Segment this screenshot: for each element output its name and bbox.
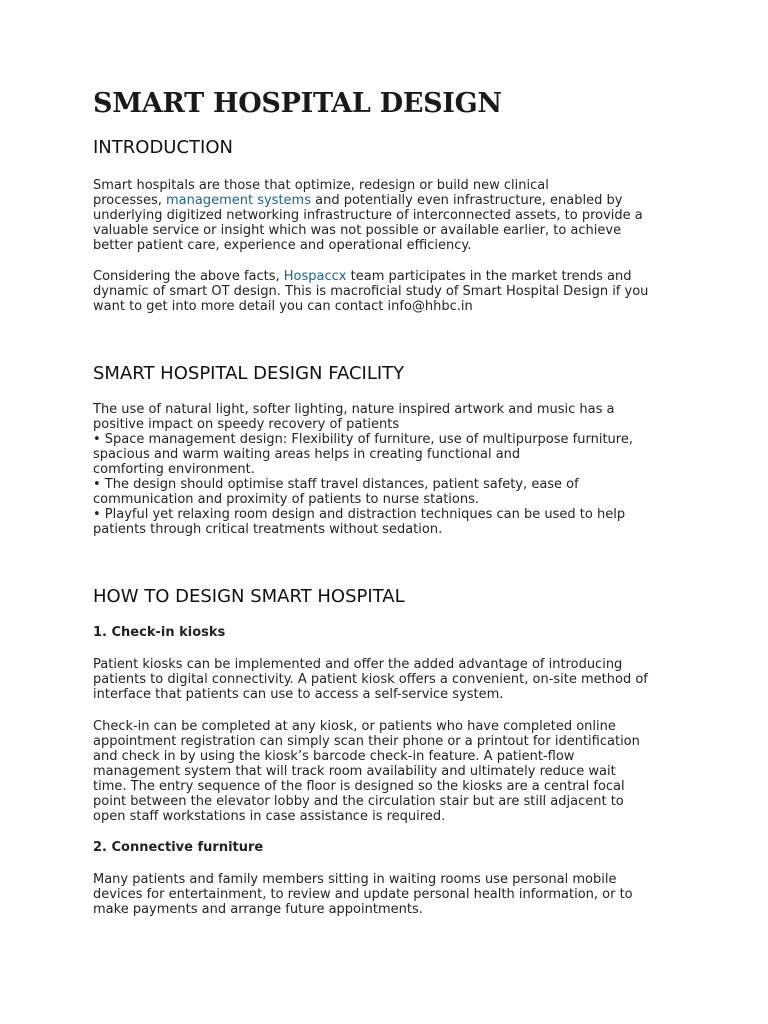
intro-paragraph-2 bbox=[93, 269, 693, 314]
heading-introduction: INTRODUCTION bbox=[93, 137, 233, 158]
text-fragment: and potentially even infrastructure, enabled by bbox=[311, 193, 623, 208]
text-fragment: Considering the above facts, bbox=[93, 269, 284, 284]
text-line: patients to digital connectivity. A patient kiosk offers a convenient, on-site method of bbox=[93, 672, 648, 687]
bullet-line: • The design should optimise staff travel distances, patient safety, ease of bbox=[93, 477, 579, 492]
kiosks-paragraph-1 bbox=[93, 657, 693, 702]
text-line: management system that will track room availability and ultimately reduce wait bbox=[93, 764, 616, 779]
text-line: better patient care, experience and operational efficiency. bbox=[93, 238, 472, 253]
text-line: devices for entertainment, to review and update personal health information, or to bbox=[93, 887, 633, 902]
text-line: time. The entry sequence of the floor is designed so the kiosks are a central focal bbox=[93, 779, 625, 794]
text-line: want to get into more detail you can contact info@hhbc.in bbox=[93, 299, 473, 314]
kiosks-paragraph-2 bbox=[93, 719, 693, 824]
subheading-connective-furniture: 2. Connective furniture bbox=[93, 840, 264, 855]
text-line: point between the elevator lobby and the circulation stair but are still adjacent to bbox=[93, 794, 624, 809]
intro-paragraph-1 bbox=[93, 178, 693, 253]
text-line: Check-in can be completed at any kiosk, or patients who have completed online bbox=[93, 719, 616, 734]
text-fragment: team participates in the market trends and bbox=[346, 269, 632, 284]
text-line: appointment registration can simply scan their phone or a printout for identification bbox=[93, 734, 640, 749]
text-line: underlying digitized networking infrastructure of interconnected assets, to provide a bbox=[93, 208, 643, 223]
text-line: dynamic of smart OT design. This is macroficial study of Smart Hospital Design if you bbox=[93, 284, 649, 299]
text-line: comforting environment. bbox=[93, 462, 255, 477]
text-line: open staff workstations in case assistance is required. bbox=[93, 809, 446, 824]
text-line: make payments and arrange future appointments. bbox=[93, 902, 423, 917]
text-fragment: processes, bbox=[93, 193, 166, 208]
subheading-check-in-kiosks: 1. Check-in kiosks bbox=[93, 625, 226, 640]
text-line: spacious and warm waiting areas helps in creating functional and bbox=[93, 447, 521, 462]
facility-paragraph bbox=[93, 402, 693, 537]
page-title: SMART HOSPITAL DESIGN bbox=[93, 88, 502, 119]
bullet-line: • Playful yet relaxing room design and distraction techniques can be used to help bbox=[93, 507, 626, 522]
bullet-line: • Space management design: Flexibility of furniture, use of multipurpose furniture, bbox=[93, 432, 633, 447]
text-line: positive impact on speedy recovery of patients bbox=[93, 417, 400, 432]
heading-facility: SMART HOSPITAL DESIGN FACILITY bbox=[93, 363, 405, 384]
text-line: The use of natural light, softer lighting, nature inspired artwork and music has a bbox=[93, 402, 615, 417]
text-line: and check in by using the kiosk’s barcode check-in feature. A patient-flow bbox=[93, 749, 575, 764]
text-line: communication and proximity of patients to nurse stations. bbox=[93, 492, 480, 507]
text-line: patients through critical treatments without sedation. bbox=[93, 522, 443, 537]
text-line: Patient kiosks can be implemented and offer the added advantage of introducing bbox=[93, 657, 623, 672]
management-systems-link[interactable]: management systems bbox=[166, 193, 311, 208]
text-line: Smart hospitals are those that optimize, redesign or build new clinical bbox=[93, 178, 549, 193]
text-line bbox=[93, 193, 693, 208]
heading-how-to-design: HOW TO DESIGN SMART HOSPITAL bbox=[93, 586, 405, 607]
text-line bbox=[93, 269, 693, 284]
text-line: interface that patients can use to access a self-service system. bbox=[93, 687, 504, 702]
text-line: Many patients and family members sitting in waiting rooms use personal mobile bbox=[93, 872, 617, 887]
furniture-paragraph-1 bbox=[93, 872, 693, 917]
hospaccx-link[interactable]: Hospaccx bbox=[283, 269, 347, 284]
text-line: valuable service or insight which was not possible or available earlier, to achieve bbox=[93, 223, 622, 238]
